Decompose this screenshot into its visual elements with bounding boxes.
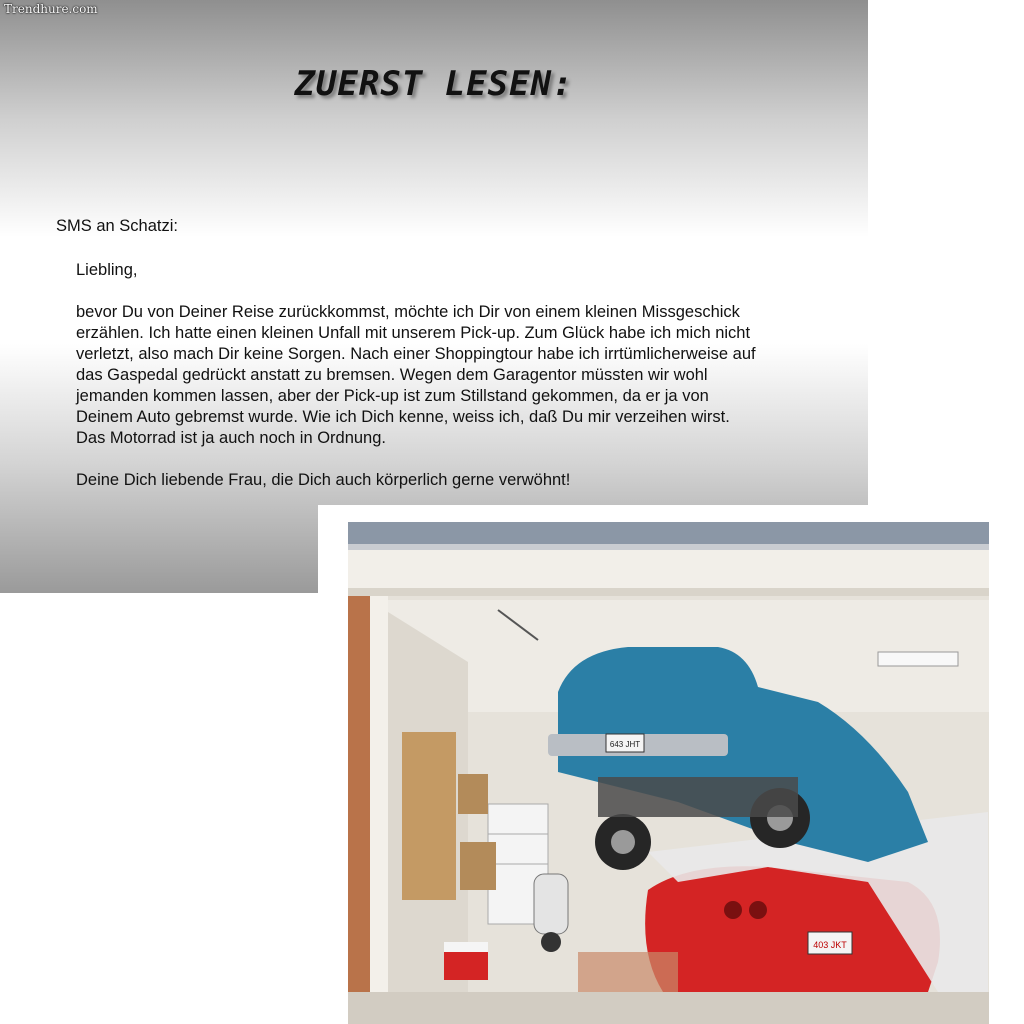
watermark: Trendhure.com xyxy=(4,2,98,16)
greeting: Liebling, xyxy=(76,261,138,279)
truck-undercarriage xyxy=(598,777,798,817)
message-line: Deinem Auto gebremst wurde. Wie ich Dich kenne, weiss ich, daß Du mir verzeihen wirst. xyxy=(76,408,730,426)
message-line: bevor Du von Deiner Reise zurückkommst, möchte ich Dir von einem kleinen Missgeschick xyxy=(76,303,740,321)
car-license-plate: 403 JKT xyxy=(813,940,847,950)
garage-crash-illustration xyxy=(348,522,989,1024)
cardboard-box xyxy=(460,842,496,890)
page-title: ZUERST LESEN: xyxy=(294,64,574,104)
garage-crash-photo xyxy=(348,522,989,1024)
door-frame-left xyxy=(348,596,370,1024)
message-line: erzählen. Ich hatte einen kleinen Unfall mit unserem Pick-up. Zum Glück habe ich mich nicht xyxy=(76,324,751,342)
message-line: verletzt, also mach Dir keine Sorgen. Nach einer Shoppingtour habe ich irrtümlicherweise auf xyxy=(76,345,756,363)
motorcycle xyxy=(534,874,568,934)
ceiling-light xyxy=(878,652,958,666)
message-body xyxy=(76,302,816,449)
message-line: Das Motorrad ist ja auch noch in Ordnung. xyxy=(76,429,386,447)
signoff: Deine Dich liebende Frau, die Dich auch körperlich gerne verwöhnt! xyxy=(76,471,571,489)
truck-license-plate: 643 JHT xyxy=(609,740,641,749)
message-line: das Gaspedal gedrückt anstatt zu bremsen. Wegen dem Garagentor müssten wir wohl xyxy=(76,366,708,384)
message-line: jemanden kommen lassen, aber der Pick-up ist zum Stillstand gekommen, da er ja von xyxy=(76,387,709,405)
corkboard xyxy=(402,732,456,900)
sms-recipient-line: SMS an Schatzi: xyxy=(56,217,178,235)
photo-frame xyxy=(318,505,1024,1024)
